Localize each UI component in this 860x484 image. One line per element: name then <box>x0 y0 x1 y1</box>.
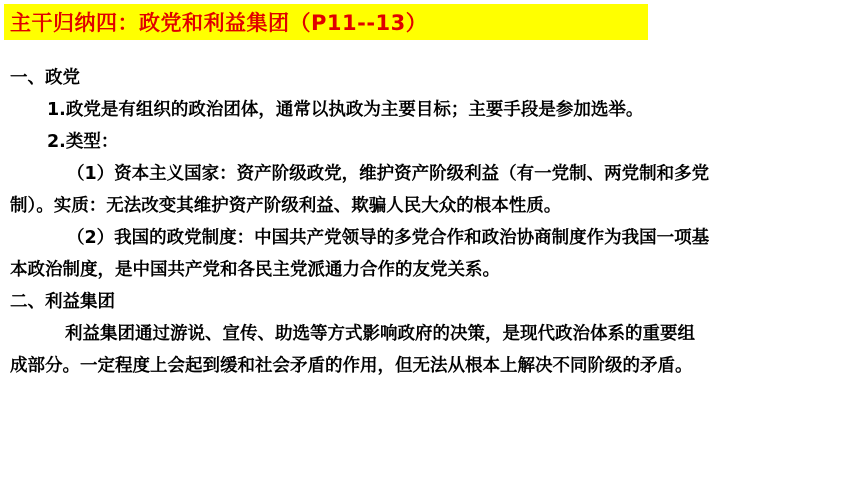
page-title: 主干归纳四：政党和利益集团（P11--13） <box>10 11 428 35</box>
china-party-system-line-2: 本政治制度，是中国共产党和各民主党派通力合作的友党关系。 <box>10 260 500 280</box>
interest-groups-line-1: 利益集团通过游说、宣传、助选等方式影响政府的决策，是现代政治体系的重要组 <box>65 324 695 344</box>
section-heading-political-party: 一、政党 <box>10 68 80 88</box>
section-heading-interest-groups: 二、利益集团 <box>10 292 115 312</box>
capitalist-party-line-1: （1）资本主义国家：资产阶级政党，维护资产阶级利益（有一党制、两党制和多党 <box>67 164 710 184</box>
interest-groups-line-2: 成部分。一定程度上会起到缓和社会矛盾的作用，但无法从根本上解决不同阶级的矛盾。 <box>10 356 693 376</box>
title-banner <box>4 4 648 40</box>
party-definition-item: 1.政党是有组织的政治团体，通常以执政为主要目标；主要手段是参加选举。 <box>47 100 644 120</box>
capitalist-party-line-2: 制）。实质：无法改变其维护资产阶级利益、欺骗人民大众的根本性质。 <box>10 196 562 216</box>
party-types-item: 2.类型： <box>47 132 119 152</box>
china-party-system-line-1: （2）我国的政党制度：中国共产党领导的多党合作和政治协商制度作为我国一项基 <box>67 228 710 248</box>
content-body <box>10 62 855 382</box>
